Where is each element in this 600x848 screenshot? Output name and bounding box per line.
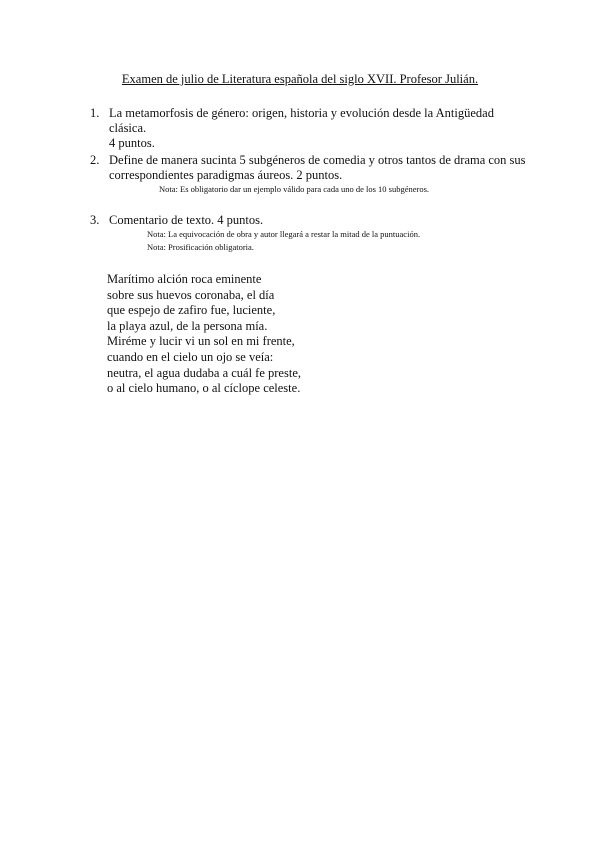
- question-number: 2.: [90, 153, 100, 167]
- question-text-line: Define de manera sucinta 5 subgéneros de comedia y otros tantos de drama con sus: [109, 153, 526, 167]
- poem-line: Miréme y lucir vi un sol en mi frente,: [107, 334, 295, 349]
- poem-line: sobre sus huevos coronaba, el día: [107, 287, 275, 302]
- question-number: 1.: [90, 106, 100, 120]
- question-text-line: La metamorfosis de género: origen, historia y evolución desde la Antigüedad clásica.: [109, 106, 494, 135]
- question-1: [90, 106, 530, 151]
- question-text-line: 4 puntos.: [109, 136, 155, 150]
- question-note: Nota: Prosificación obligatoria.: [147, 242, 254, 252]
- question-text-line: correspondientes paradigmas áureos. 2 puntos.: [109, 168, 343, 182]
- exam-title: Examen de julio de Literatura española del siglo XVII. Profesor Julián.: [121, 72, 479, 86]
- poem-line: o al cielo humano, o al cíclope celeste.: [107, 381, 301, 396]
- question-2: [90, 153, 530, 196]
- poem-line: neutra, el agua dudaba a cuál fe preste,: [107, 365, 301, 380]
- question-note: Nota: La equivocación de obra y autor llegará a restar la mitad de la puntuación.: [147, 229, 421, 239]
- question-text-line: Comentario de texto. 4 puntos.: [109, 213, 264, 227]
- poem-line: cuando en el cielo un ojo se veía:: [107, 349, 274, 364]
- poem-line: que espejo de zafiro fue, luciente,: [107, 303, 276, 318]
- question-note: Nota: Es obligatorio dar un ejemplo válido para cada uno de los 10 subgéneros.: [159, 184, 430, 194]
- poem-text: [107, 272, 407, 397]
- poem-line: Marítimo alción roca eminente: [107, 272, 262, 286]
- question-number: 3.: [90, 213, 100, 227]
- poem-line: la playa azul, de la persona mía.: [107, 318, 268, 333]
- question-3: [90, 213, 530, 254]
